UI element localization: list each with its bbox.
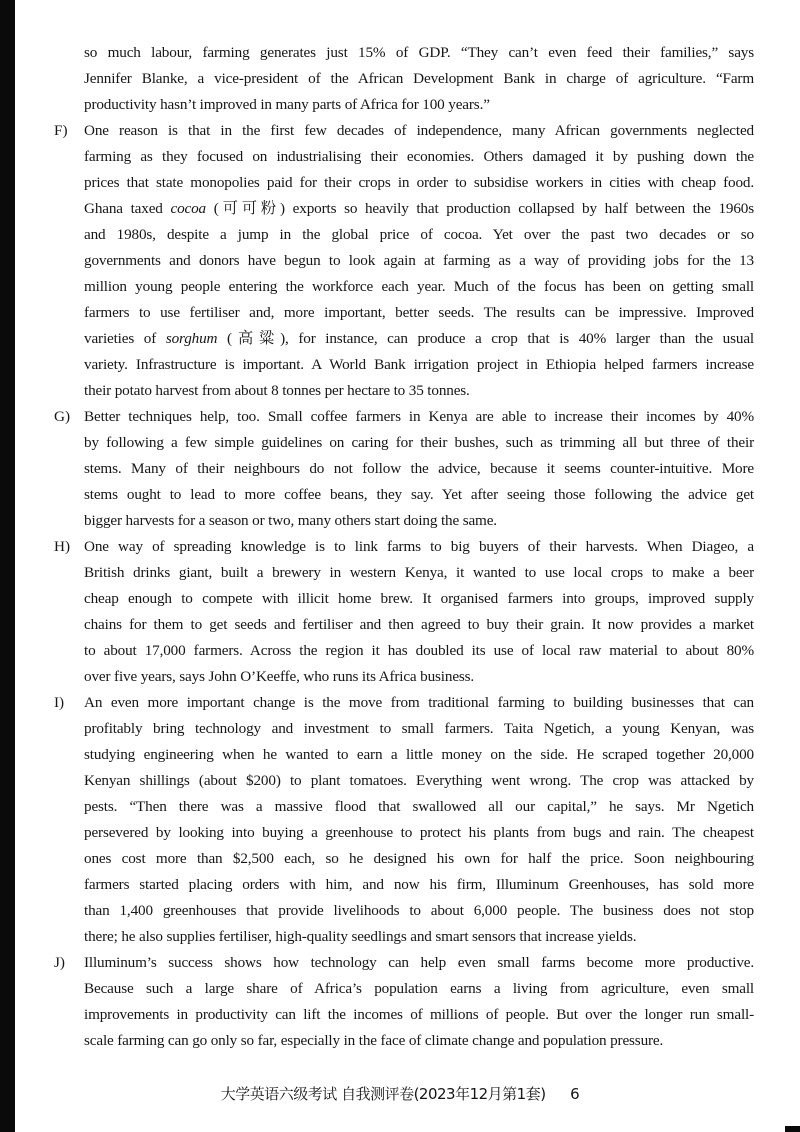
- text-line: profitably bring technology and investment to small farmers. Taita Ngetich, a young Kenyan, was: [84, 720, 754, 737]
- page-footer: [0, 1083, 800, 1104]
- scan-edge-shadow-bottom-right: [785, 1126, 800, 1132]
- text-line: chains for them to get seeds and fertiliser and then agreed to buy their grain. It now provides a market: [84, 616, 754, 633]
- paragraph-label: G): [54, 408, 71, 425]
- text-line: Illuminum’s success shows how technology can help even small farms become more productive.: [84, 954, 754, 971]
- text-line: studying engineering when he wanted to earn a little money on the side. He scraped together 20,000: [84, 746, 754, 763]
- text-line: cheap enough to compete with illicit home brew. It organised farmers into groups, improved supply: [84, 590, 754, 607]
- text-line: over five years, says John O’Keeffe, who runs its Africa business.: [84, 668, 475, 685]
- paragraph-i: [54, 690, 754, 950]
- paragraph-h: [54, 534, 754, 690]
- text-line: stems. Many of their neighbours do not follow the advice, because it seems counter-intuitive. More: [84, 460, 754, 477]
- text-line: there; he also supplies fertiliser, high-quality seedlings and smart sensors that increase yields.: [84, 928, 637, 945]
- text-line: by following a few simple guidelines on caring for their bushes, such as trimming all but three of their: [84, 434, 754, 451]
- document-page: [54, 40, 754, 1054]
- paragraph-label: J): [54, 954, 65, 971]
- scan-edge-shadow-left: [0, 0, 15, 1127]
- text-line: stems ought to lead to more coffee beans, they say. Yet after seeing those following the advice get: [84, 486, 754, 503]
- footer-title: 大学英语六级考试 自我测评卷(2023年12月第1套): [220, 1085, 546, 1103]
- text-line: ones cost more than $2,500 each, so he designed his own for half the price. Soon neighbouring: [84, 850, 754, 867]
- paragraph-j: [54, 950, 754, 1054]
- text-line: million young people entering the workforce each year. Much of the focus has been on getting small: [84, 278, 754, 295]
- text-line: improvements in productivity can lift the incomes of millions of people. But over the longer run small-: [84, 1006, 754, 1023]
- text-line: Ghana taxed cocoa (可可粉) exports so heavily that production collapsed by half between the 1960s: [84, 200, 754, 217]
- text-line: Kenyan shillings (about $200) to plant tomatoes. Everything went wrong. The crop was attacked by: [84, 772, 754, 789]
- text-line: scale farming can go only so far, especially in the face of climate change and population pressure.: [84, 1032, 664, 1049]
- paragraph-label: H): [54, 538, 71, 555]
- text-line: farmers to use fertiliser and, more important, better seeds. The results can be impressive. Improved: [84, 304, 754, 321]
- text-line: farming as they focused on industrialising their economies. Others damaged it by pushing down the: [84, 148, 754, 165]
- paragraph-label: I): [54, 694, 65, 711]
- paragraph-f: [54, 118, 754, 404]
- text-line: bigger harvests for a season or two, many others start doing the same.: [84, 512, 497, 529]
- text-line: farmers started placing orders with him, and now his firm, Illuminum Greenhouses, has sold more: [84, 876, 754, 893]
- text-line: British drinks giant, built a brewery in western Kenya, it wanted to use local crops to make a beer: [84, 564, 754, 581]
- text-line: pests. “Then there was a massive flood that swallowed all our capital,” he says. Mr Ngetich: [84, 798, 754, 815]
- text-line: to about 17,000 farmers. Across the region it has doubled its use of local raw material to about 80%: [84, 642, 754, 659]
- paragraph-continuation: [54, 40, 754, 118]
- text-line: than 1,400 greenhouses that provide livelihoods to about 6,000 people. The business does not stop: [84, 902, 754, 919]
- text-line: prices that state monopolies paid for their crops in order to subsidise workers in cities with cheap food.: [84, 174, 754, 191]
- paragraph-label: F): [54, 122, 68, 139]
- text-line: One reason is that in the first few decades of independence, many African governments neglected: [84, 122, 754, 139]
- text-line: Better techniques help, too. Small coffee farmers in Kenya are able to increase their incomes by 40%: [84, 408, 754, 425]
- text-line: and 1980s, despite a jump in the global price of cocoa. Yet over the past two decades or so: [84, 226, 754, 243]
- page-number: 6: [570, 1085, 580, 1103]
- text-line: varieties of sorghum (高粱), for instance, can produce a crop that is 40% larger than the usual: [84, 330, 754, 347]
- text-line: governments and donors have begun to look again at farming as a way of providing jobs for the 13: [84, 252, 754, 269]
- text-line: An even more important change is the move from traditional farming to building businesses that can: [84, 694, 754, 711]
- text-line: productivity hasn’t improved in many parts of Africa for 100 years.”: [84, 96, 490, 113]
- text-line: so much labour, farming generates just 15% of GDP. “They can’t even feed their families,” says: [84, 44, 754, 61]
- text-line: their potato harvest from about 8 tonnes per hectare to 35 tonnes.: [84, 382, 470, 399]
- scan-edge-shadow-bottom-left: [0, 1127, 15, 1132]
- paragraph-g: [54, 404, 754, 534]
- text-line: persevered by looking into buying a greenhouse to protect his plants from bugs and rain. The cheapest: [84, 824, 754, 841]
- text-line: One way of spreading knowledge is to link farms to big buyers of their harvests. When Diageo, a: [84, 538, 754, 555]
- text-line: Because such a large share of Africa’s population earns a living from agriculture, even small: [84, 980, 754, 997]
- text-line: variety. Infrastructure is important. A World Bank irrigation project in Ethiopia helped farmers increase: [84, 356, 754, 373]
- text-line: Jennifer Blanke, a vice-president of the African Development Bank in charge of agriculture. “Farm: [84, 70, 754, 87]
